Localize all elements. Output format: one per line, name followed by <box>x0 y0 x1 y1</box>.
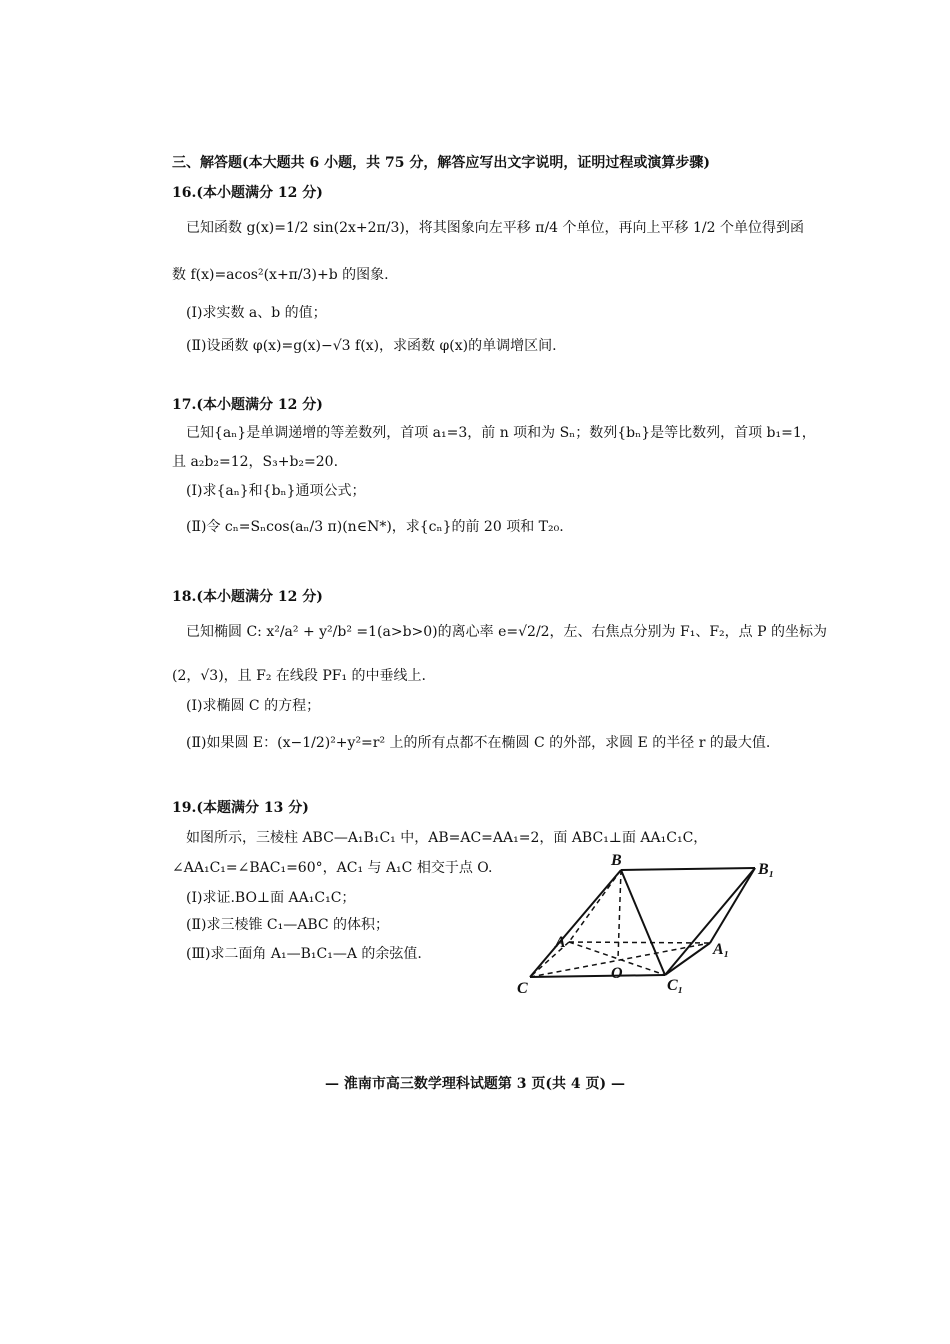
edge-B1-C1 <box>665 868 755 975</box>
problem-17-line-2: 且 a₂b₂=12，S₃+b₂=20. <box>172 454 339 470</box>
problem-19-heading: 19.(本题满分 13 分) <box>172 800 309 816</box>
problem-18-heading: 18.(本小题满分 12 分) <box>172 589 323 605</box>
edge-B-A <box>569 870 621 942</box>
problem-17-heading: 17.(本小题满分 12 分) <box>172 397 323 413</box>
problem-16-line-3: (Ⅰ)求实数 a、b 的值； <box>186 305 327 321</box>
label-C: C <box>517 980 528 997</box>
edge-A-A1 <box>569 942 710 943</box>
edge-B-B1 <box>621 868 755 870</box>
label-A1: A₁ <box>713 941 730 958</box>
problem-17-line-3: (Ⅰ)求{aₙ}和{bₙ}通项公式； <box>186 483 366 499</box>
edge-B1-A1 <box>710 868 755 943</box>
prism-figure <box>515 850 785 1000</box>
label-C1: C₁ <box>667 977 684 994</box>
problem-19-line-5: (Ⅲ)求二面角 A₁—B₁C₁—A 的余弦值. <box>186 946 422 962</box>
problem-18-line-3: (Ⅰ)求椭圆 C 的方程； <box>186 698 321 714</box>
problem-18-line-2: (2，√3)，且 F₂ 在线段 PF₁ 的中垂线上. <box>172 668 426 684</box>
problem-18-line-4: (Ⅱ)如果圆 E：(x−1/2)²+y²=r² 上的所有点都不在椭圆 C 的外部，求圆 E 的半径 r 的最大值. <box>186 735 771 751</box>
page-footer: — 淮南市高三数学理科试题第 3 页(共 4 页) — <box>325 1076 625 1092</box>
problem-19-line-1: 如图所示，三棱柱 ABC—A₁B₁C₁ 中，AB=AC=AA₁=2，面 ABC₁⊥面 AA₁C₁C， <box>186 830 708 846</box>
problem-17-line-4: (Ⅱ)令 cₙ=Sₙcos(aₙ/3 π)(n∈N*)，求{cₙ}的前 20 项和 T₂₀. <box>186 519 564 535</box>
section-header: 三、解答题(本大题共 6 小题，共 75 分，解答应写出文字说明，证明过程或演算步骤) <box>172 155 710 171</box>
label-O: O <box>611 965 623 982</box>
problem-16-heading: 16.(本小题满分 12 分) <box>172 185 323 201</box>
edge-C-C1 <box>530 975 665 977</box>
problem-19-line-2: ∠AA₁C₁=∠BAC₁=60°，AC₁ 与 A₁C 相交于点 O. <box>172 860 493 876</box>
problem-19-line-3: (Ⅰ)求证.BO⊥面 AA₁C₁C； <box>186 890 356 906</box>
problem-19-line-4: (Ⅱ)求三棱锥 C₁—ABC 的体积； <box>186 917 390 933</box>
problem-16-line-1: 已知函数 g(x)=1/2 sin(2x+2π/3)，将其图象向左平移 π/4 个单位，再向上平移 1/2 个单位得到函 <box>186 220 804 236</box>
problem-17-line-1: 已知{aₙ}是单调递增的等差数列，首项 a₁=3，前 n 项和为 Sₙ；数列{bₙ}是等比数列，首项 b₁=1， <box>186 425 816 441</box>
edge-B-O <box>618 870 621 959</box>
label-B1: B₁ <box>758 861 775 878</box>
problem-16-line-2: 数 f(x)=acos²(x+π/3)+b 的图象. <box>172 267 389 283</box>
problem-18-line-1: 已知椭圆 C: x²/a² + y²/b² =1(a>b>0)的离心率 e=√2/2，左、右焦点分别为 F₁、F₂，点 P 的坐标为 <box>186 624 827 640</box>
label-B: B <box>611 852 622 869</box>
problem-16-line-4: (Ⅱ)设函数 φ(x)=g(x)−√3 f(x)，求函数 φ(x)的单调增区间. <box>186 338 557 354</box>
label-A: A <box>555 934 566 951</box>
edge-C-B <box>530 870 621 977</box>
